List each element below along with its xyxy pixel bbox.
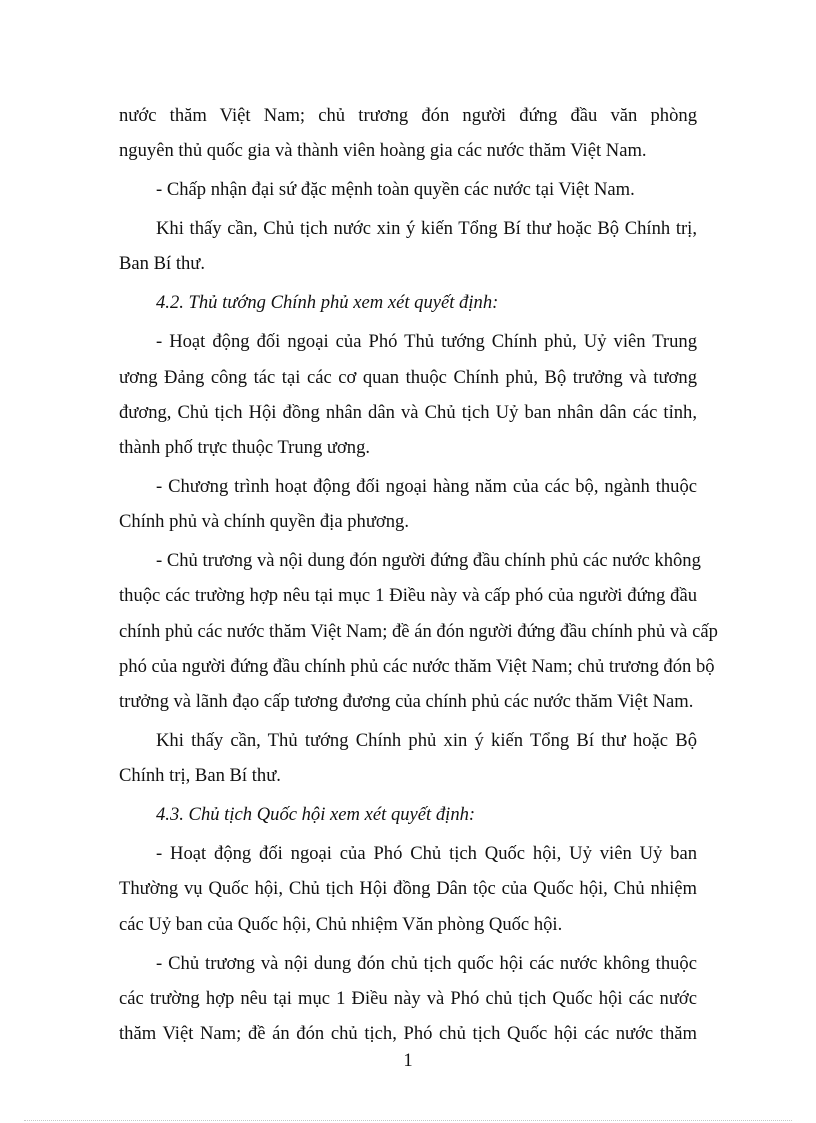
text-line: - Hoạt động đối ngoại của Phó Thủ tướng Chính phủ, Uỷ viên Trung xyxy=(156,331,697,353)
text-line: Chính phủ và chính quyền địa phương. xyxy=(119,511,410,533)
section-heading xyxy=(119,797,697,832)
body-paragraph xyxy=(119,723,697,793)
body-paragraph xyxy=(119,946,697,1052)
body-paragraph xyxy=(119,836,697,942)
body-paragraph-continued xyxy=(119,98,697,168)
page-bottom-divider xyxy=(24,1120,792,1121)
text-line: phó của người đứng đầu chính phủ các nước thăm Việt Nam; chủ trương đón bộ xyxy=(119,655,715,677)
text-line: Ban Bí thư. xyxy=(119,253,206,275)
body-paragraph xyxy=(119,172,697,207)
body-paragraph xyxy=(119,211,697,281)
text-line: các Uỷ ban của Quốc hội, Chủ nhiệm Văn phòng Quốc hội. xyxy=(119,913,563,935)
text-line: đương, Chủ tịch Hội đồng nhân dân và Chủ tịch Uỷ ban nhân dân các tỉnh, xyxy=(119,401,697,423)
text-line: nguyên thủ quốc gia và thành viên hoàng gia các nước thăm Việt Nam. xyxy=(119,140,647,162)
text-line: chính phủ các nước thăm Việt Nam; đề án đón người đứng đầu chính phủ và cấp xyxy=(119,620,718,642)
text-line: Khi thấy cần, Thủ tướng Chính phủ xin ý kiến Tổng Bí thư hoặc Bộ xyxy=(156,730,697,752)
body-paragraph xyxy=(119,324,697,465)
text-line: Chính trị, Ban Bí thư. xyxy=(119,765,281,787)
text-line: các trường hợp nêu tại mục 1 Điều này và Phó chủ tịch Quốc hội các nước xyxy=(119,987,697,1009)
text-line: - Chủ trương và nội dung đón chủ tịch quốc hội các nước không thuộc xyxy=(156,952,697,974)
body-paragraph xyxy=(119,469,697,539)
text-line: - Chủ trương và nội dung đón người đứng đầu chính phủ các nước không xyxy=(156,550,701,572)
body-paragraph xyxy=(119,543,718,719)
text-line: - Hoạt động đối ngoại của Phó Chủ tịch Quốc hội, Uỷ viên Uỷ ban xyxy=(156,843,697,865)
text-line: nước thăm Việt Nam; chủ trương đón người đứng đầu văn phòng xyxy=(119,105,697,126)
text-line: thăm Việt Nam; đề án đón chủ tịch, Phó chủ tịch Quốc hội các nước thăm xyxy=(119,1023,697,1045)
document-page xyxy=(119,98,718,1051)
text-line: Thường vụ Quốc hội, Chủ tịch Hội đồng Dân tộc của Quốc hội, Chủ nhiệm xyxy=(119,878,697,900)
text-line: Khi thấy cần, Chủ tịch nước xin ý kiến Tổng Bí thư hoặc Bộ Chính trị, xyxy=(156,218,697,240)
text-line: - Chấp nhận đại sứ đặc mệnh toàn quyền các nước tại Việt Nam. xyxy=(156,179,635,201)
text-line: thuộc các trường hợp nêu tại mục 1 Điều này và cấp phó của người đứng đầu xyxy=(119,585,697,607)
text-line: - Chương trình hoạt động đối ngoại hàng năm của các bộ, ngành thuộc xyxy=(156,476,697,498)
text-line: ương Đảng công tác tại các cơ quan thuộc Chính phủ, Bộ trưởng và tương xyxy=(119,366,697,388)
text-line: thành phố trực thuộc Trung ương. xyxy=(119,437,371,459)
text-line: trưởng và lãnh đạo cấp tương đương của chính phủ các nước thăm Việt Nam. xyxy=(119,691,694,713)
page-number: 1 xyxy=(403,1050,413,1071)
section-heading xyxy=(119,285,697,320)
heading-text: 4.2. Thủ tướng Chính phủ xem xét quyết định: xyxy=(156,292,499,314)
heading-text: 4.3. Chủ tịch Quốc hội xem xét quyết định: xyxy=(156,804,476,826)
